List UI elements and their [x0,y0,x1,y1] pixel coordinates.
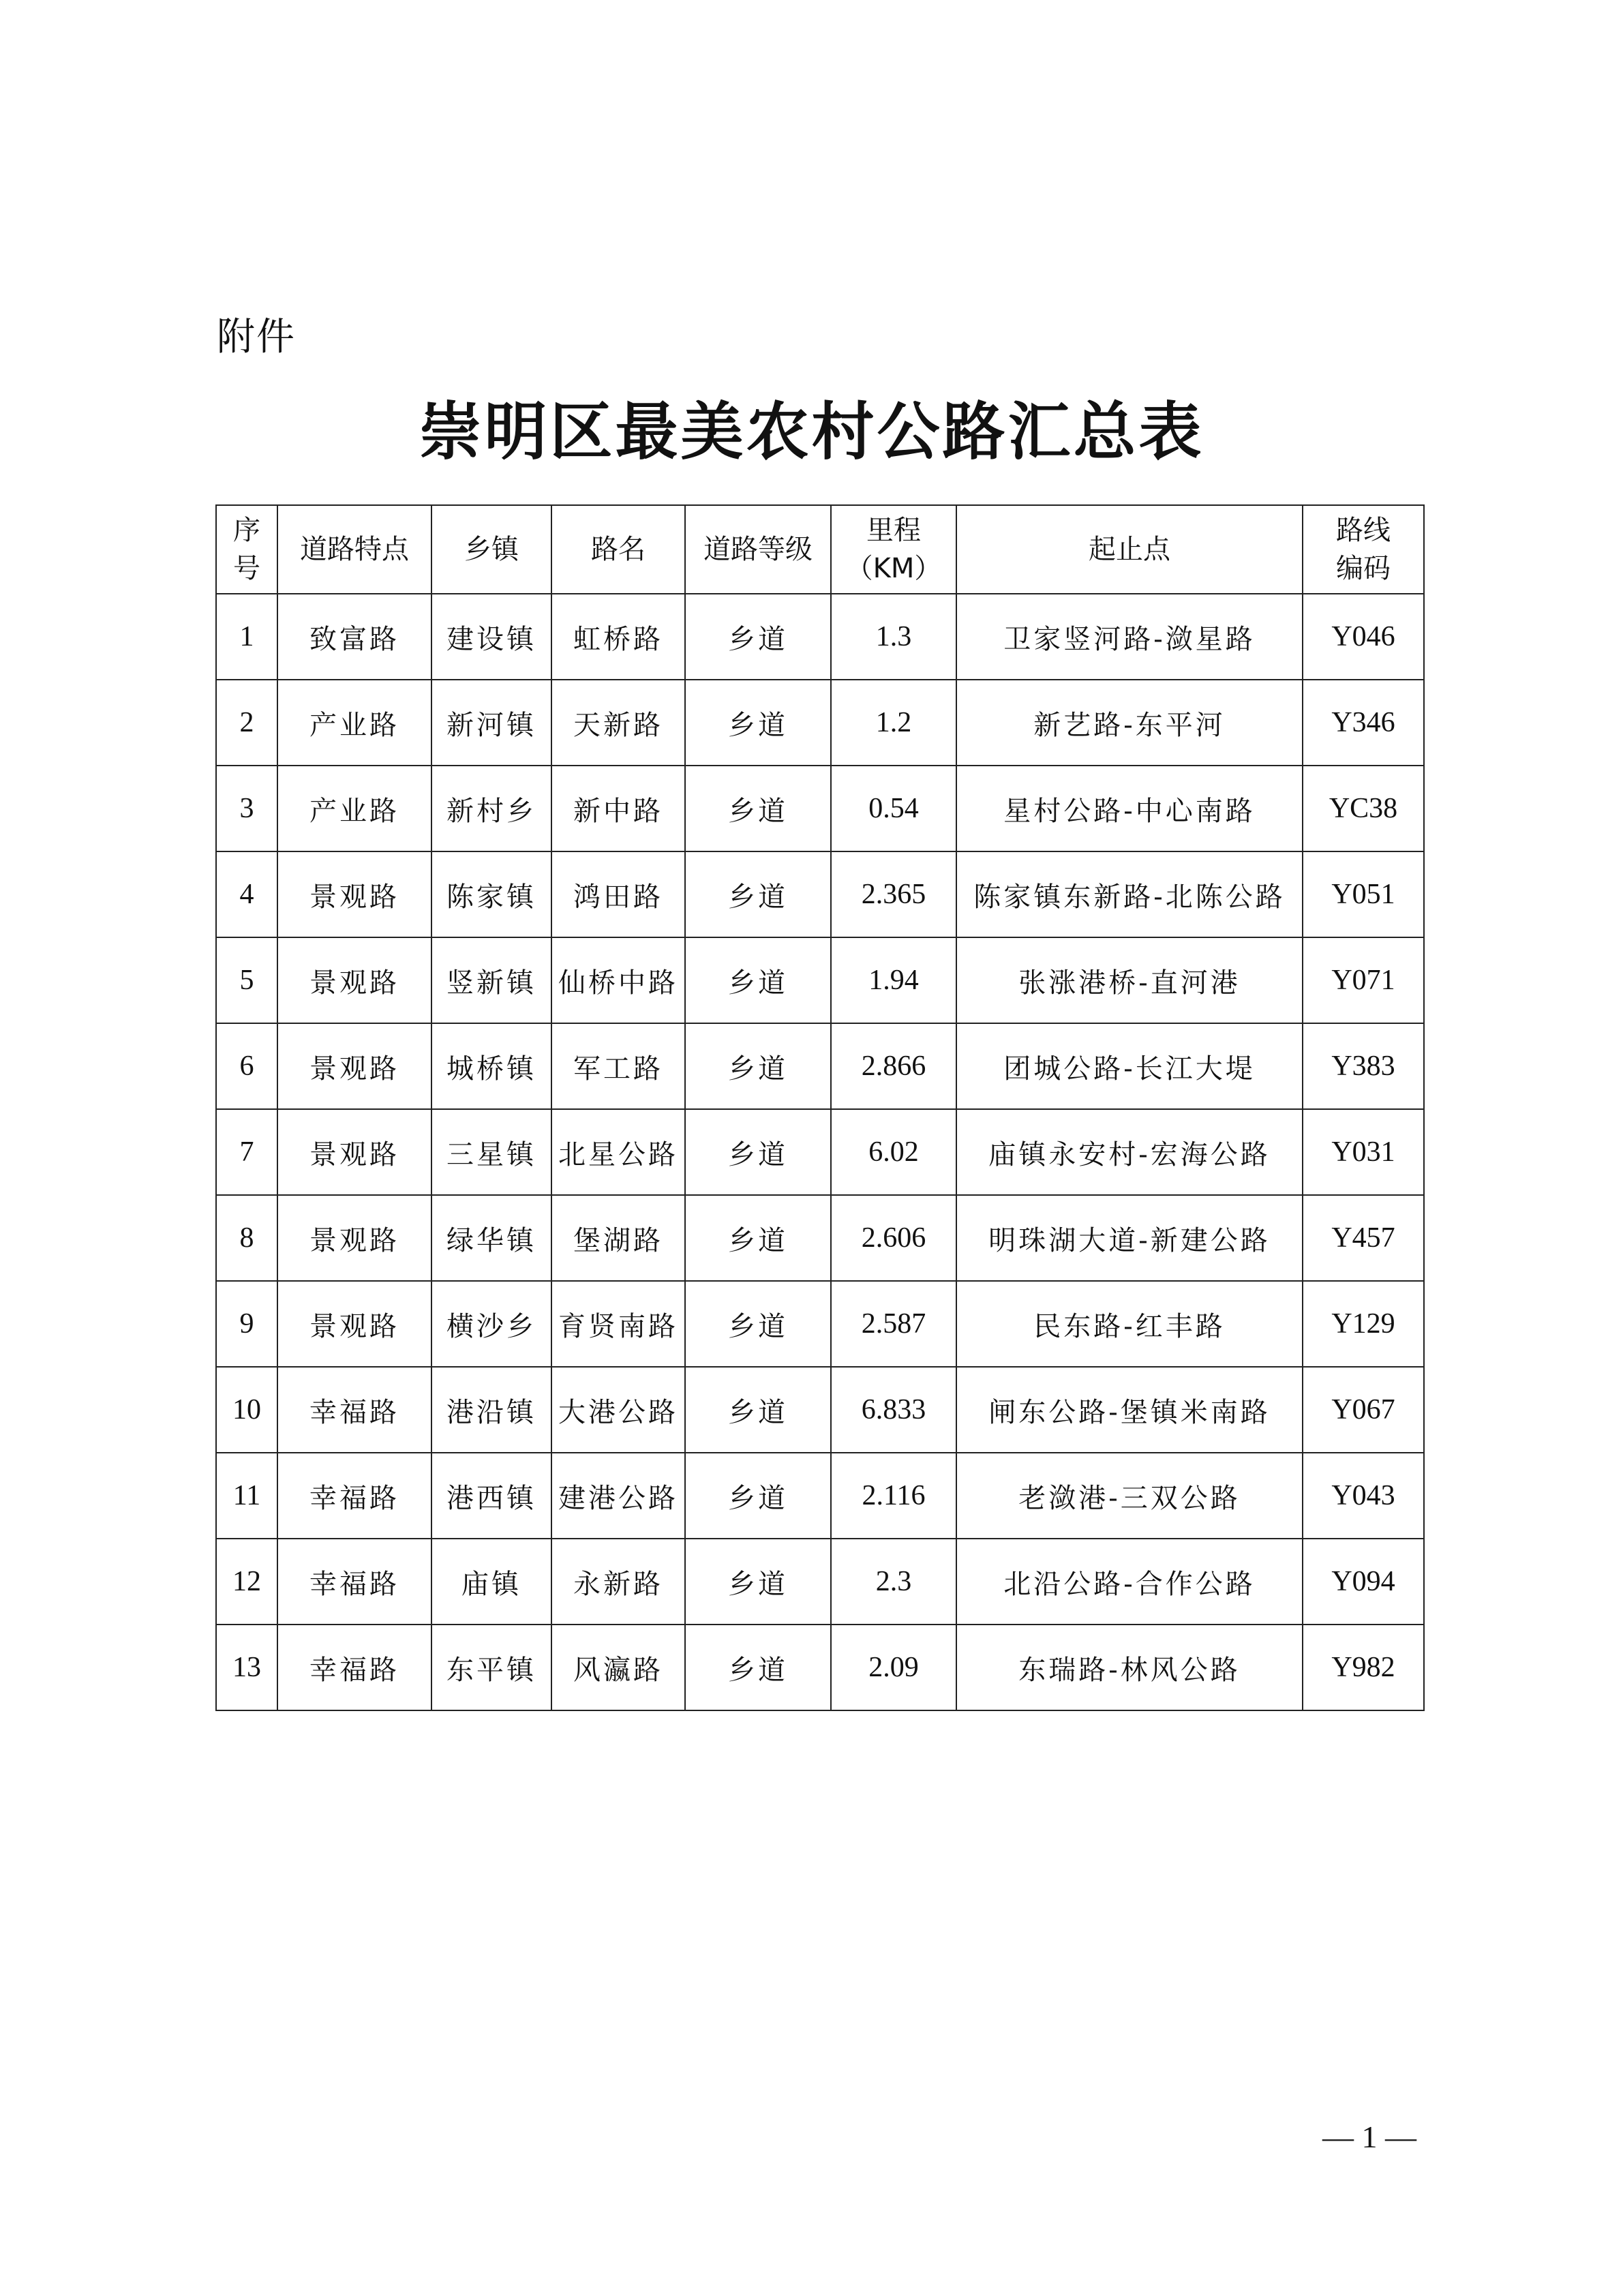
cell-seq: 12 [216,1539,277,1625]
cell-code: Y067 [1303,1367,1424,1453]
cell-code: YC38 [1303,766,1424,851]
table-row [216,1453,1424,1539]
cell-grade: 乡道 [685,851,831,937]
cell-seq: 6 [216,1023,277,1109]
cell-endpoints: 民东路-红丰路 [956,1281,1303,1367]
table-row [216,1625,1424,1710]
cell-township: 港沿镇 [431,1367,551,1453]
header-feature: 道路特点 [277,505,431,594]
cell-seq: 3 [216,766,277,851]
cell-grade: 乡道 [685,1109,831,1195]
cell-feature: 景观路 [277,851,431,937]
table-body [216,594,1424,1710]
cell-feature: 幸福路 [277,1367,431,1453]
cell-mileage: 6.833 [831,1367,956,1453]
table-row [216,766,1424,851]
cell-road-name: 仙桥中路 [551,937,685,1023]
cell-feature: 景观路 [277,937,431,1023]
cell-seq: 9 [216,1281,277,1367]
cell-code: Y031 [1303,1109,1424,1195]
cell-seq: 4 [216,851,277,937]
cell-township: 绿华镇 [431,1195,551,1281]
cell-code: Y129 [1303,1281,1424,1367]
cell-road-name: 军工路 [551,1023,685,1109]
cell-endpoints: 张涨港桥-直河港 [956,937,1303,1023]
table-row [216,1281,1424,1367]
cell-endpoints: 团城公路-长江大堤 [956,1023,1303,1109]
cell-township: 陈家镇 [431,851,551,937]
cell-road-name: 鸿田路 [551,851,685,937]
cell-code: Y051 [1303,851,1424,937]
cell-endpoints: 北沿公路-合作公路 [956,1539,1303,1625]
cell-endpoints: 明珠湖大道-新建公路 [956,1195,1303,1281]
cell-seq: 7 [216,1109,277,1195]
header-seq-line2: 号 [233,553,260,584]
cell-endpoints: 老潋港-三双公路 [956,1453,1303,1539]
cell-seq: 1 [216,594,277,680]
cell-grade: 乡道 [685,1367,831,1453]
cell-mileage: 2.606 [831,1195,956,1281]
cell-road-name: 育贤南路 [551,1281,685,1367]
header-code-line2: 编码 [1336,553,1391,584]
cell-mileage: 1.2 [831,680,956,766]
table-row [216,1367,1424,1453]
cell-road-name: 堡湖路 [551,1195,685,1281]
cell-mileage: 2.09 [831,1625,956,1710]
attachment-label: 附件 [217,315,296,359]
cell-township: 新村乡 [431,766,551,851]
cell-township: 城桥镇 [431,1023,551,1109]
cell-township: 东平镇 [431,1625,551,1710]
cell-feature: 景观路 [277,1109,431,1195]
cell-township: 三星镇 [431,1109,551,1195]
table-row [216,937,1424,1023]
cell-code: Y094 [1303,1539,1424,1625]
cell-grade: 乡道 [685,1539,831,1625]
cell-grade: 乡道 [685,1453,831,1539]
cell-road-name: 天新路 [551,680,685,766]
cell-road-name: 大港公路 [551,1367,685,1453]
header-mileage-line1: 里程 [866,515,921,546]
header-endpoints: 起止点 [956,505,1303,594]
table-row [216,1109,1424,1195]
cell-mileage: 2.866 [831,1023,956,1109]
cell-feature: 致富路 [277,594,431,680]
cell-code: Y046 [1303,594,1424,680]
header-mileage-line2: （KM） [845,553,942,584]
header-seq [216,505,277,594]
table-row [216,1539,1424,1625]
cell-mileage: 2.116 [831,1453,956,1539]
cell-township: 新河镇 [431,680,551,766]
cell-road-name: 北星公路 [551,1109,685,1195]
cell-code: Y071 [1303,937,1424,1023]
cell-seq: 13 [216,1625,277,1710]
cell-feature: 幸福路 [277,1539,431,1625]
cell-grade: 乡道 [685,1195,831,1281]
cell-grade: 乡道 [685,937,831,1023]
cell-seq: 10 [216,1367,277,1453]
cell-mileage: 6.02 [831,1109,956,1195]
cell-township: 建设镇 [431,594,551,680]
cell-feature: 产业路 [277,680,431,766]
cell-code: Y982 [1303,1625,1424,1710]
cell-township: 横沙乡 [431,1281,551,1367]
cell-code: Y383 [1303,1023,1424,1109]
road-summary-table [215,504,1425,1711]
cell-endpoints: 庙镇永安村-宏海公路 [956,1109,1303,1195]
cell-road-name: 建港公路 [551,1453,685,1539]
cell-mileage: 1.3 [831,594,956,680]
cell-code: Y457 [1303,1195,1424,1281]
cell-grade: 乡道 [685,680,831,766]
cell-feature: 幸福路 [277,1453,431,1539]
cell-grade: 乡道 [685,1281,831,1367]
cell-feature: 幸福路 [277,1625,431,1710]
cell-mileage: 0.54 [831,766,956,851]
cell-mileage: 2.365 [831,851,956,937]
document-title: 崇明区最美农村公路汇总表 [419,395,1204,468]
header-road-name: 路名 [551,505,685,594]
cell-seq: 11 [216,1453,277,1539]
page-number: — 1 — [1322,2119,1416,2154]
header-code-line1: 路线 [1336,515,1391,546]
cell-road-name: 风瀛路 [551,1625,685,1710]
cell-grade: 乡道 [685,1023,831,1109]
cell-seq: 8 [216,1195,277,1281]
table-header-row [216,505,1424,594]
cell-mileage: 1.94 [831,937,956,1023]
cell-endpoints: 新艺路-东平河 [956,680,1303,766]
cell-feature: 景观路 [277,1281,431,1367]
cell-endpoints: 闸东公路-堡镇米南路 [956,1367,1303,1453]
cell-road-name: 虹桥路 [551,594,685,680]
cell-feature: 景观路 [277,1195,431,1281]
cell-road-name: 永新路 [551,1539,685,1625]
cell-code: Y043 [1303,1453,1424,1539]
cell-mileage: 2.3 [831,1539,956,1625]
cell-seq: 5 [216,937,277,1023]
cell-feature: 景观路 [277,1023,431,1109]
cell-code: Y346 [1303,680,1424,766]
header-code [1303,505,1424,594]
header-township: 乡镇 [431,505,551,594]
table-row [216,1023,1424,1109]
cell-grade: 乡道 [685,594,831,680]
header-mileage [831,505,956,594]
table-row [216,1195,1424,1281]
cell-endpoints: 东瑞路-林风公路 [956,1625,1303,1710]
cell-township: 竖新镇 [431,937,551,1023]
table-row [216,851,1424,937]
cell-seq: 2 [216,680,277,766]
table-row [216,594,1424,680]
cell-grade: 乡道 [685,1625,831,1710]
cell-endpoints: 陈家镇东新路-北陈公路 [956,851,1303,937]
cell-township: 庙镇 [431,1539,551,1625]
cell-grade: 乡道 [685,766,831,851]
cell-feature: 产业路 [277,766,431,851]
header-seq-line1: 序 [233,515,260,546]
table-row [216,680,1424,766]
header-grade: 道路等级 [685,505,831,594]
cell-endpoints: 卫家竖河路-潋星路 [956,594,1303,680]
cell-road-name: 新中路 [551,766,685,851]
cell-endpoints: 星村公路-中心南路 [956,766,1303,851]
cell-mileage: 2.587 [831,1281,956,1367]
cell-township: 港西镇 [431,1453,551,1539]
